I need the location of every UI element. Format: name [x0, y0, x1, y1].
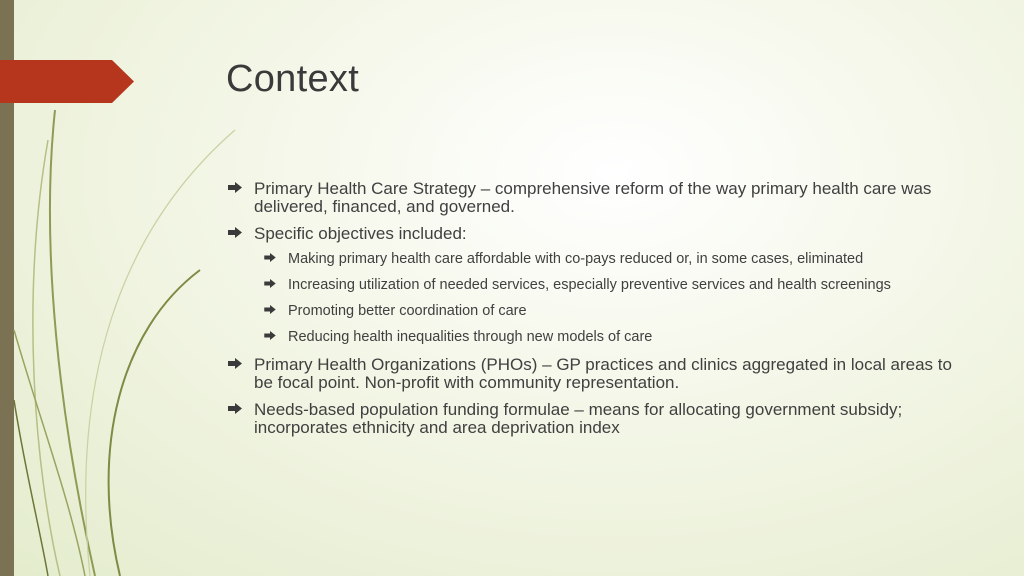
list-item — [228, 278, 968, 293]
bullet-text: Primary Health Organizations (PHOs) – GP practices and clinics aggregated in local areas to be focal point. Non-profit with community representation. — [254, 355, 952, 392]
bullet-text: Promoting better coordination of care — [288, 303, 527, 319]
list-item — [228, 401, 968, 437]
list-item — [228, 180, 968, 216]
bullet-text: Increasing utilization of needed services, especially preventive services and health screenings — [288, 277, 891, 293]
arrow-bullet-icon — [264, 279, 276, 288]
arrow-bullet-icon — [228, 358, 242, 369]
slide-title: Context — [226, 58, 360, 100]
arrow-bullet-icon — [264, 253, 276, 262]
bullet-text: Reducing health inequalities through new models of care — [288, 329, 653, 345]
list-item — [228, 304, 968, 319]
arrow-bullet-icon — [264, 331, 276, 340]
arrow-bullet-icon — [264, 305, 276, 314]
bullet-text: Making primary health care affordable with co-pays reduced or, in some cases, eliminated — [288, 251, 864, 267]
arrow-bullet-icon — [228, 403, 242, 414]
bullet-list — [228, 180, 968, 446]
title-accent-tab — [0, 60, 134, 103]
list-item — [228, 356, 968, 392]
bullet-text: Primary Health Care Strategy – comprehensive reform of the way primary health care was delivered, financed, and governed. — [254, 179, 932, 216]
bullet-text: Specific objectives included: — [254, 224, 467, 243]
arrow-bullet-icon — [228, 182, 242, 193]
arrow-bullet-icon — [228, 227, 242, 238]
list-item — [228, 252, 968, 267]
bullet-text: Needs-based population funding formulae – means for allocating government subsidy; incorporates ethnicity and area deprivation index — [254, 400, 903, 437]
list-item — [228, 225, 968, 243]
list-item — [228, 330, 968, 345]
